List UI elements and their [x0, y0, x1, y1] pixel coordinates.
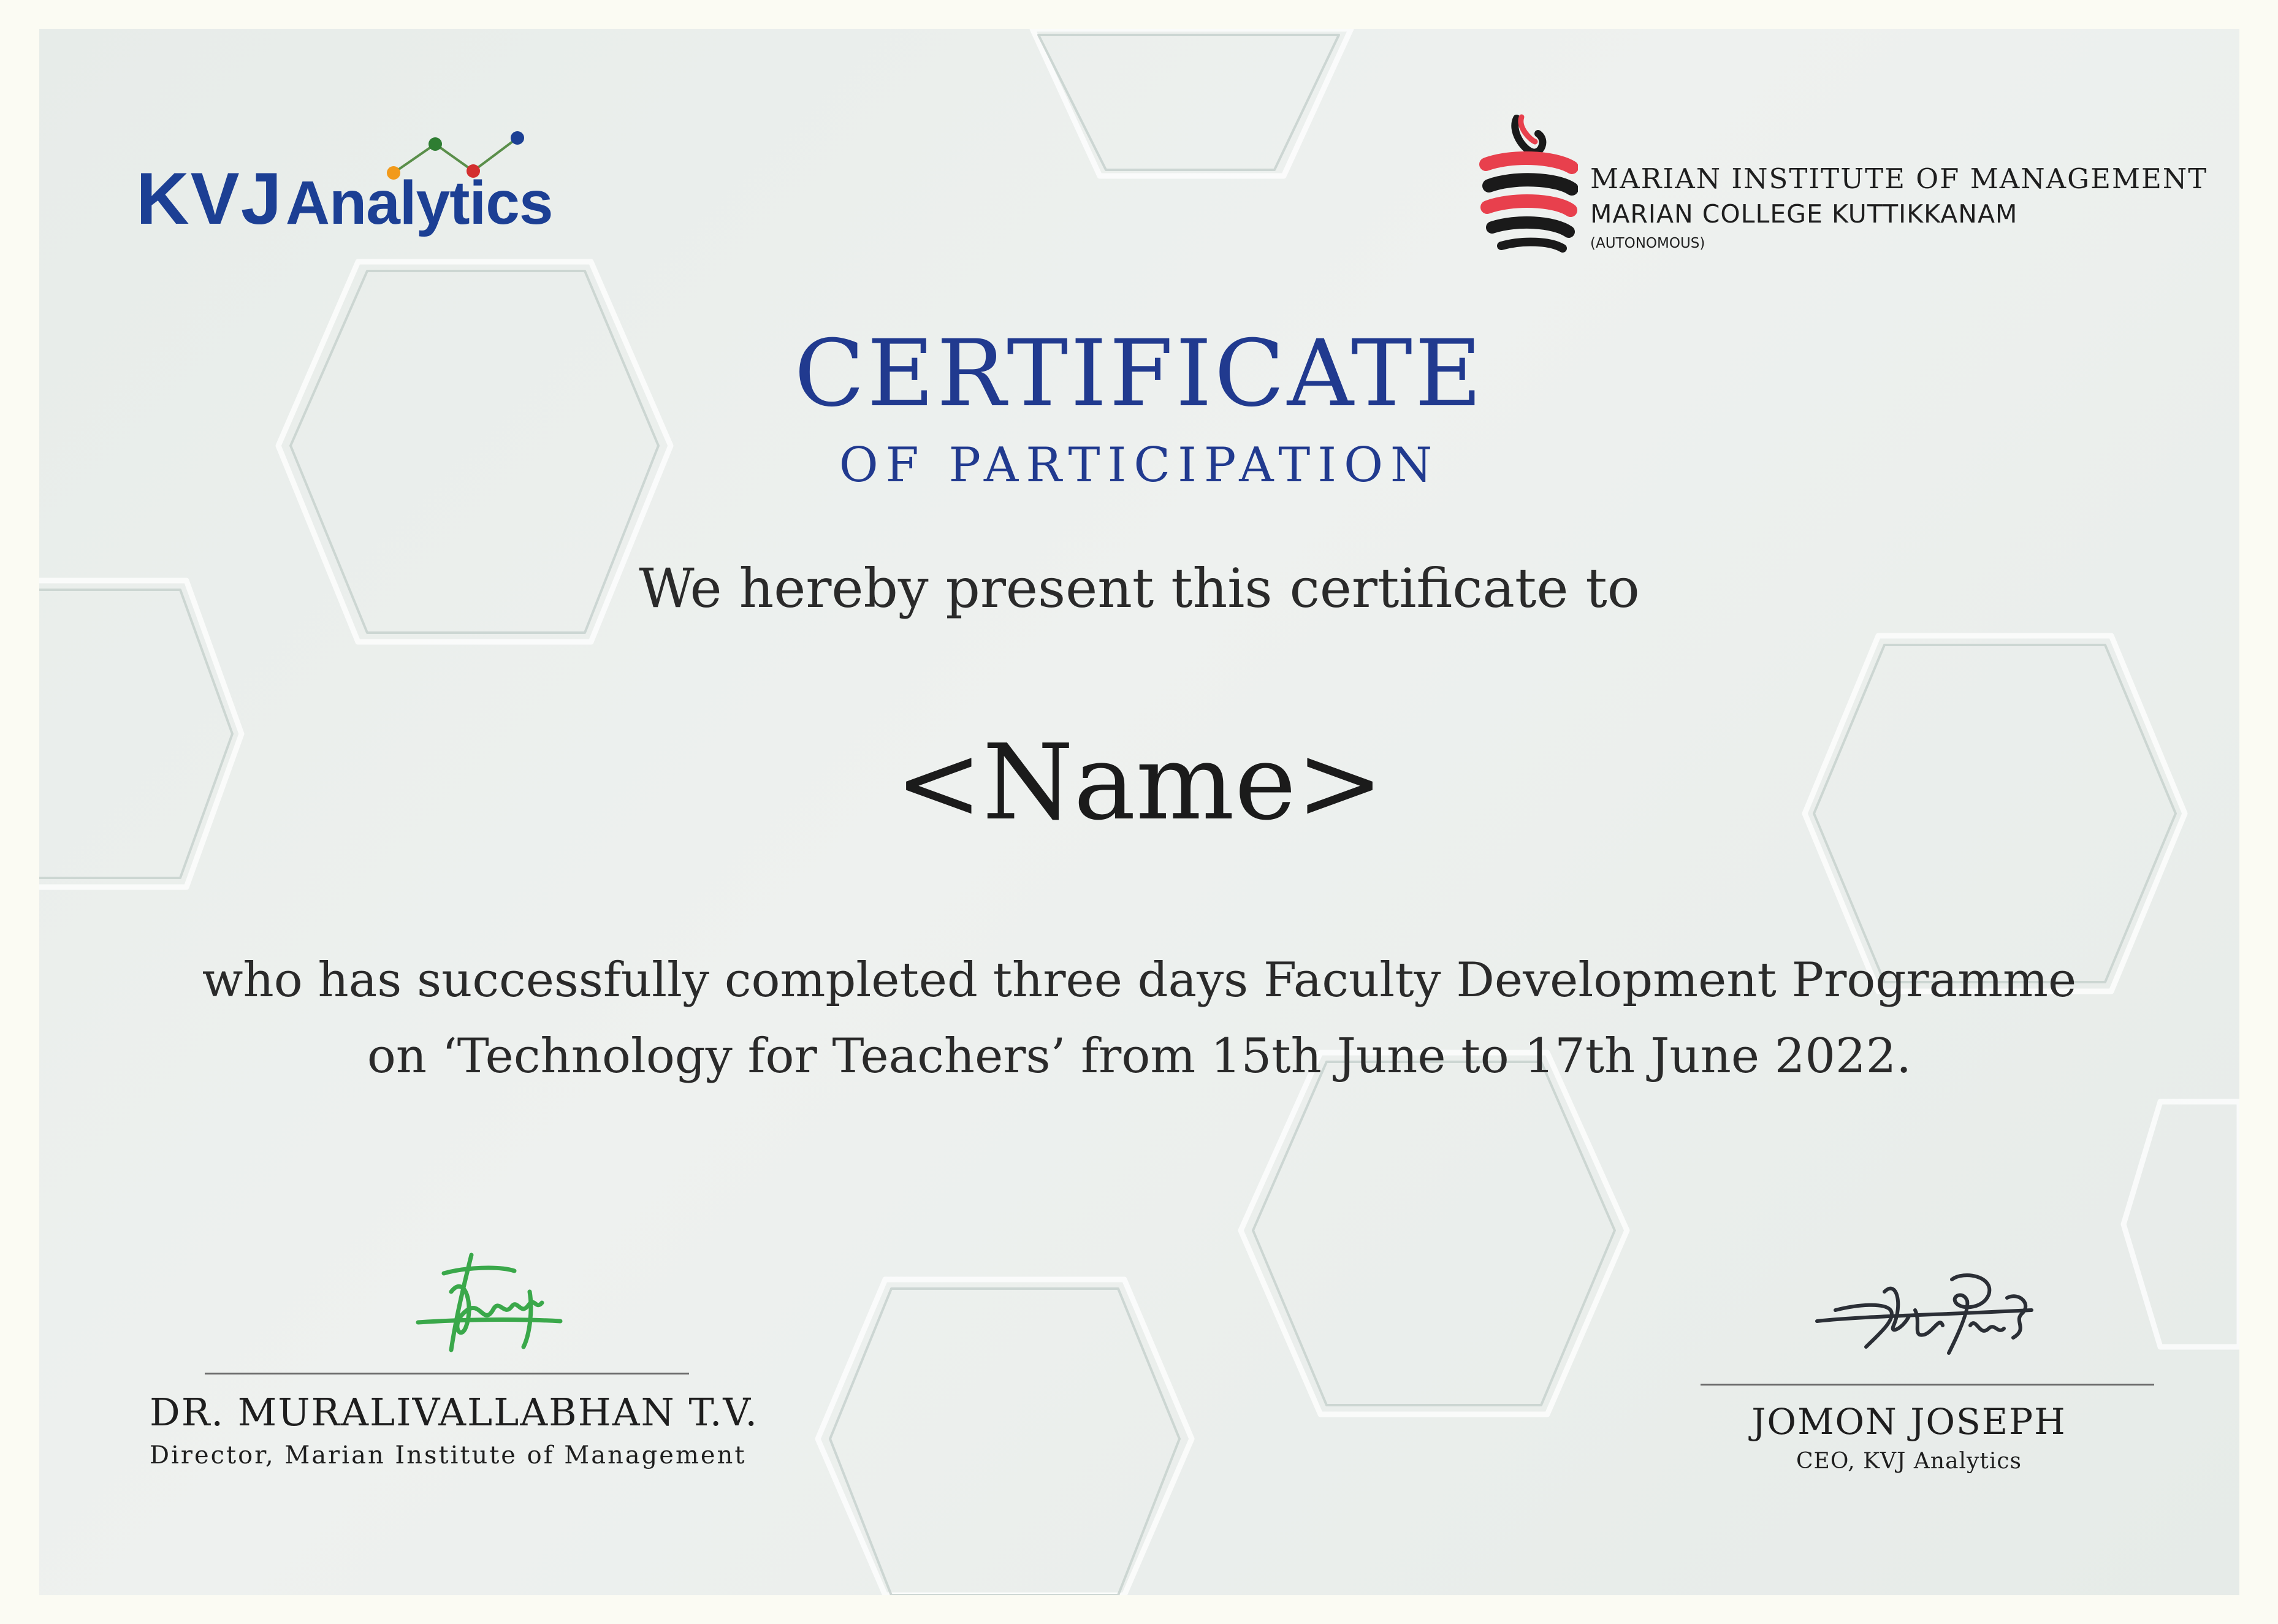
signatory-left-role: Director, Marian Institute of Management: [150, 1441, 747, 1470]
presentation-line: We hereby present this certificate to: [639, 557, 1640, 620]
certificate-subtitle: OF PARTICIPATION: [839, 438, 1440, 493]
kvj-analytics-logo: [136, 115, 602, 262]
signature-line-left: [205, 1373, 689, 1374]
recipient-name: <Name>: [895, 722, 1384, 844]
marian-institute-logo: [1474, 106, 2208, 265]
marian-autonomous-label: (AUTONOMOUS): [1590, 235, 1705, 251]
signatory-left: [150, 1230, 759, 1500]
kvj-brand: KVJ: [136, 158, 283, 240]
certificate-body: [39, 942, 2239, 1094]
marian-institute-name: MARIAN INSTITUTE OF MANAGEMENT: [1590, 162, 2208, 195]
certificate-body-line-2: on ‘Technology for Teachers’ from 15th June to 17th June 2022.: [367, 1029, 1912, 1084]
certificate-card: [39, 29, 2239, 1595]
signature-left-image: [407, 1249, 566, 1359]
signatory-right-name: JOMON JOSEPH: [1751, 1401, 2067, 1443]
signatory-right-role: CEO, KVJ Analytics: [1796, 1449, 2022, 1474]
kvj-product: Analytics: [285, 169, 553, 237]
signature-line-right: [1701, 1384, 2154, 1386]
marian-college-name: MARIAN COLLEGE KUTTIKKANAM: [1590, 199, 2018, 229]
signatory-left-name: DR. MURALIVALLABHAN T.V.: [150, 1390, 759, 1435]
marian-text-block: [1590, 161, 2208, 256]
marian-emblem-icon: [1474, 106, 1578, 259]
certificate-body-line-1: who has successfully completed three days Faculty Development Programme: [202, 953, 2077, 1008]
certificate-title: CERTIFICATE: [794, 321, 1485, 427]
signature-right-image: [1811, 1267, 2038, 1365]
kvj-wordmark: [136, 156, 553, 241]
signatory-right: [1670, 1230, 2148, 1500]
